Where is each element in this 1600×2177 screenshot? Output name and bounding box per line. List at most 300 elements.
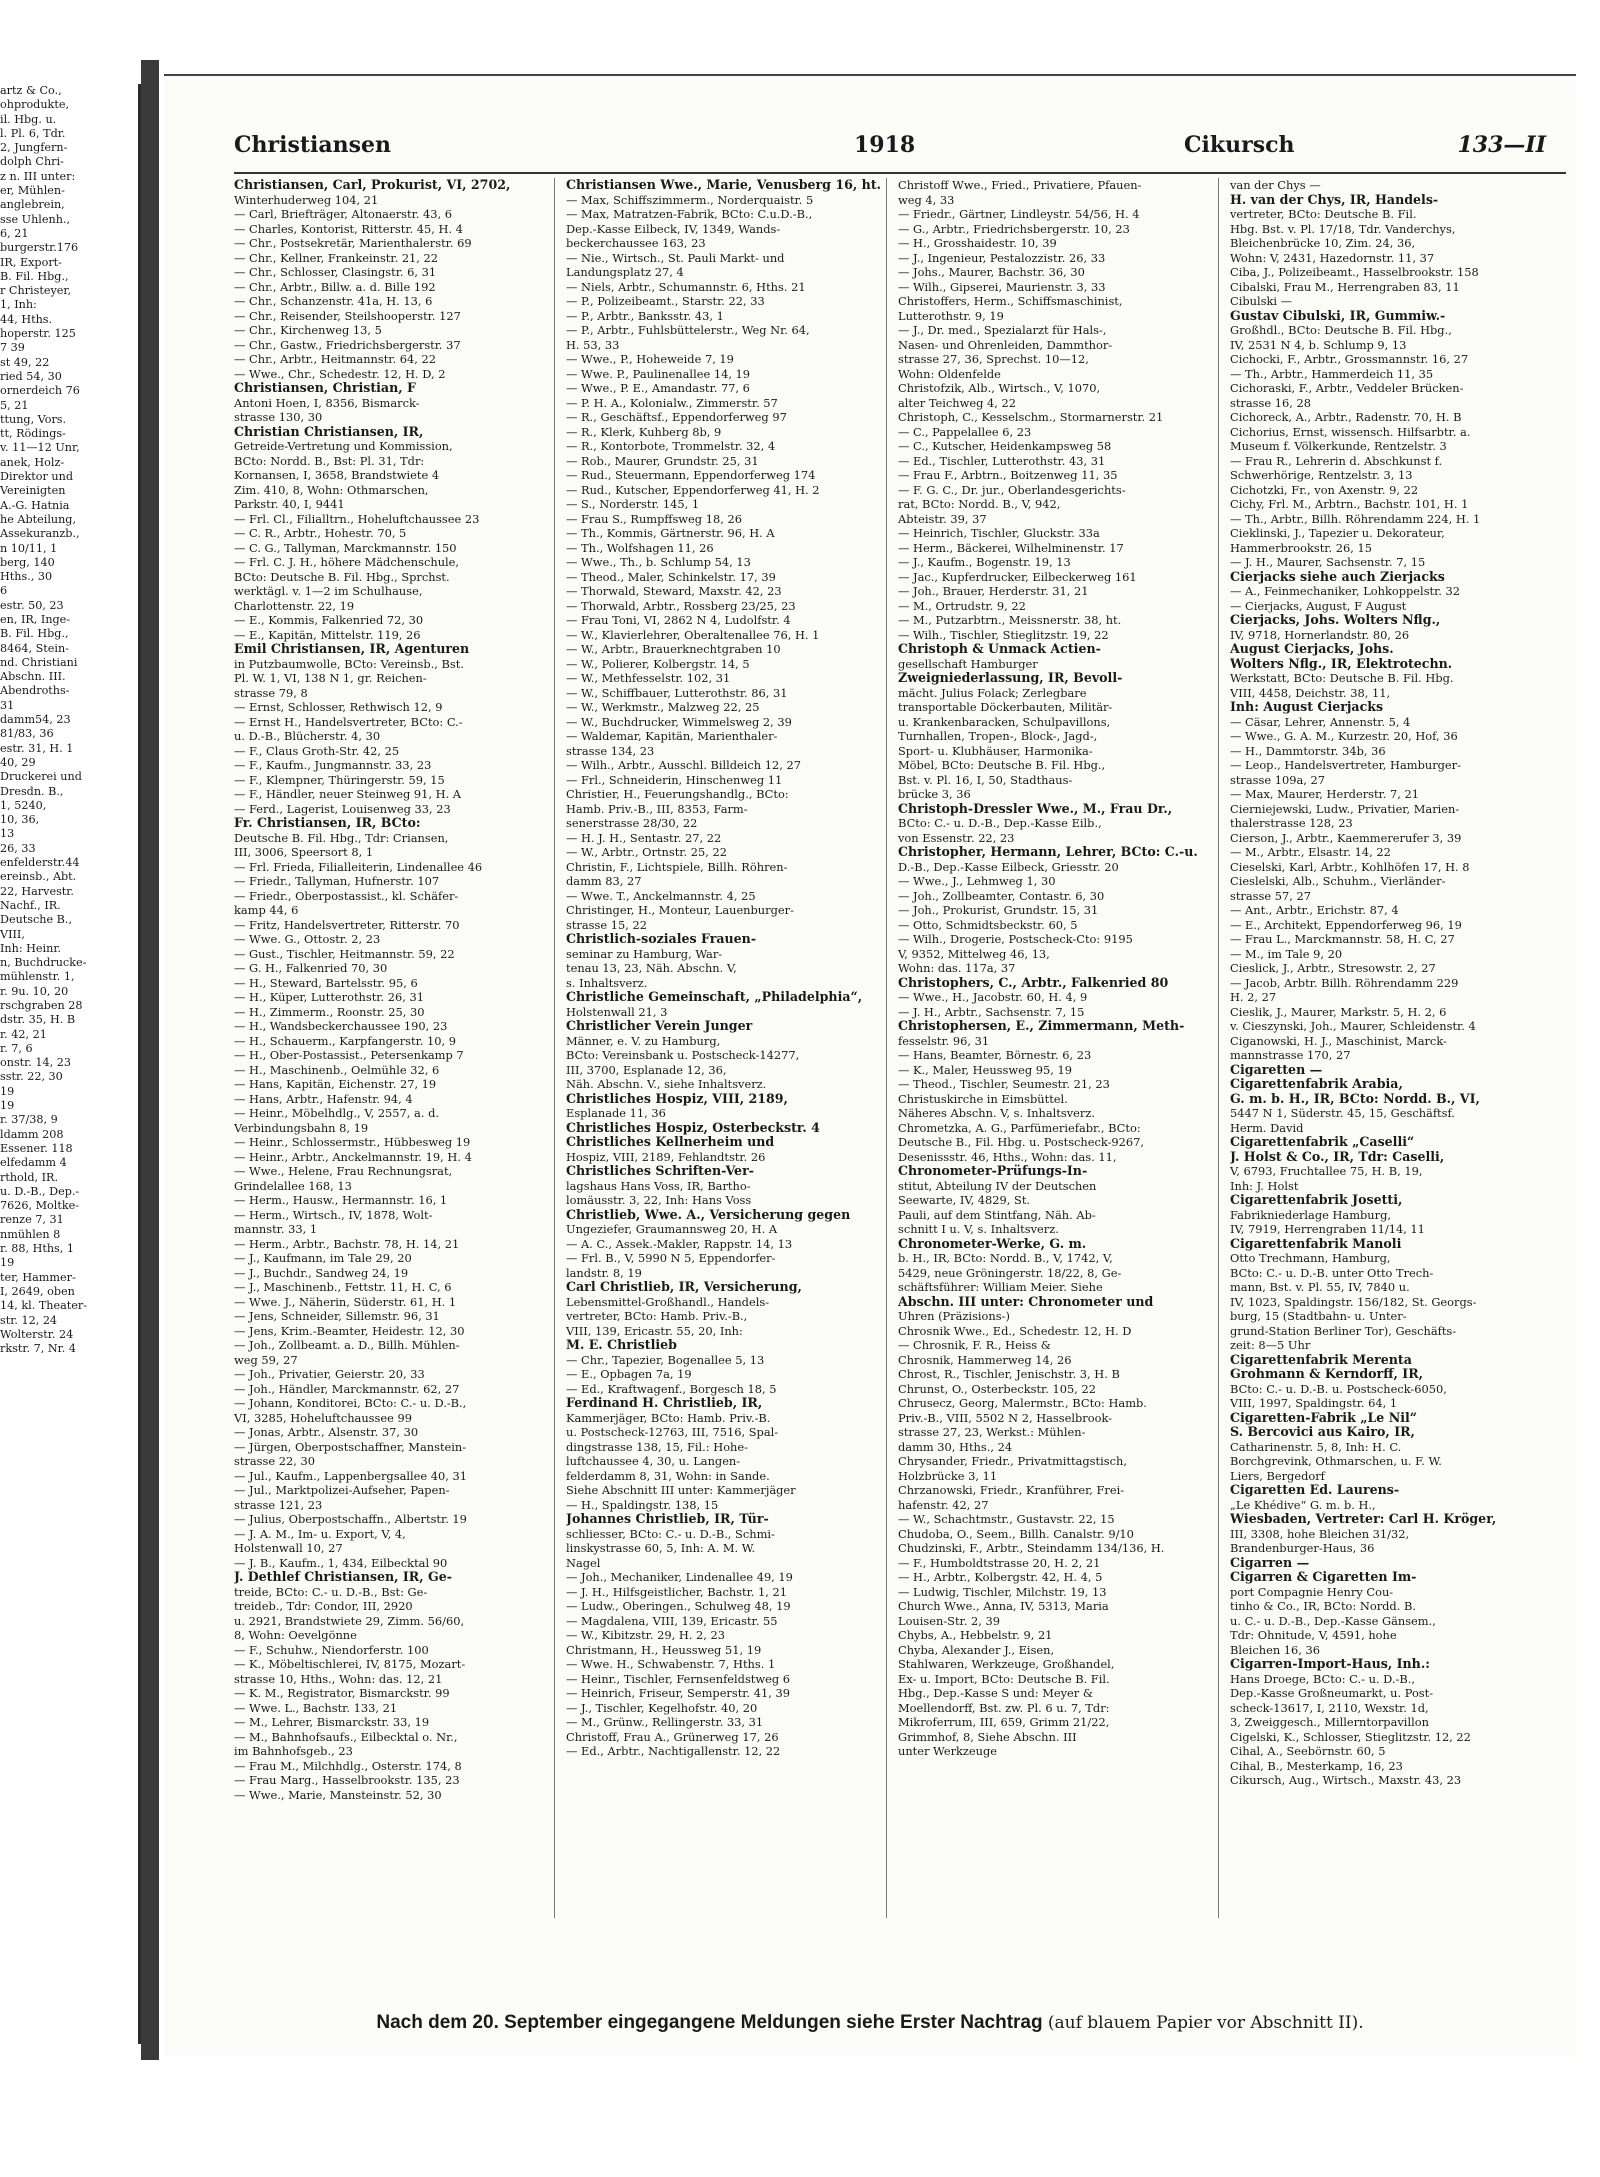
entry-line: strasse 57, 27 [1230, 888, 1311, 903]
entry-line: rschgraben 28 [0, 999, 83, 1012]
entry-line: enfelderstr.44 [0, 856, 80, 870]
header-right-catchword: Cikursch [1184, 132, 1295, 158]
entry-line: von Essenstr. 22, 23 [898, 830, 1015, 845]
entry-line: — Herm., Arbtr., Bachstr. 78, H. 14, 21 [234, 1236, 460, 1251]
entry-line: — Wwe., P., Hoheweide 7, 19 [566, 352, 734, 366]
entry-line: — Jul., Kaufm., Lappenbergsallee 40, 31 [234, 1468, 467, 1483]
entry-line: BCto: C.- u. D.-B. u. Postscheck-6050, [1230, 1381, 1447, 1396]
entry-line: Männer, e. V. zu Hamburg, [566, 1033, 721, 1048]
entry-line: — Jac., Kupferdrucker, Eilbeckerweg 161 [898, 569, 1137, 584]
column-1 [234, 178, 555, 1918]
entry-line: Christiansen, Christian, F [234, 381, 416, 395]
entry-line: — M., Grünw., Rellingerstr. 33, 31 [566, 1715, 764, 1729]
entry-line: Chrusecz, Georg, Malermstr., BCto: Hamb. [898, 1396, 1147, 1410]
entry-line: Cierson, J., Arbtr., Kaemmererufer 3, 39 [1230, 830, 1462, 845]
entry-line: — Theod., Tischler, Seumestr. 21, 23 [898, 1077, 1110, 1091]
entry-line: n, Buchdrucke- [0, 956, 87, 970]
entry-line: rkstr. 7, Nr. 4 [0, 1342, 76, 1356]
entry-line: Dep.-Kasse Großneumarkt, u. Post- [1230, 1686, 1434, 1700]
entry-line: — Theod., Maler, Schinkelstr. 17, 39 [566, 569, 776, 584]
entry-line: — Chr., Tapezier, Bogenallee 5, 13 [566, 1352, 765, 1367]
entry-line: Holstenwall 21, 3 [566, 1004, 668, 1019]
entry-line: — H., Wandsbeckerchaussee 190, 23 [234, 1019, 448, 1033]
entry-line: sstr. 22, 30 [0, 1070, 63, 1084]
entry-line: strasse 134, 23 [566, 743, 655, 758]
entry-line: — Friedr., Tallyman, Hufnerstr. 107 [234, 874, 440, 888]
entry-line: Wohn: das. 117a, 37 [898, 961, 1016, 975]
entry-line: Christofzik, Alb., Wirtsch., V, 1070, [898, 381, 1101, 395]
entry-line: — Ant., Arbtr., Erichstr. 87, 4 [1230, 903, 1399, 917]
entry-line: Christiansen Wwe., Marie, Venusberg 16, ht. [566, 178, 882, 192]
entry-line: onstr. 14, 23 [0, 1056, 71, 1070]
entry-line: Cierjacks, Johs. Wolters Nflg., [1230, 613, 1441, 627]
entry-line: artz & Co., [0, 84, 62, 97]
entry-line: Borchgrevink, Othmarschen, u. F. W. [1230, 1454, 1442, 1468]
entry-line: — Jens, Krim.-Beamter, Heidestr. 12, 30 [234, 1323, 465, 1338]
entry-line: Zim. 410, 8, Wohn: Othmarschen, [234, 482, 429, 497]
entry-line: hafenstr. 42, 27 [898, 1497, 989, 1512]
entry-line: — Nie., Wirtsch., St. Pauli Markt- und [566, 250, 785, 265]
entry-line: 2, Jungfern- [0, 141, 68, 155]
entry-line: — Chr., Arbtr., Billw. a. d. Bille 192 [234, 279, 436, 294]
entry-line: — Hans, Arbtr., Hafenstr. 94, 4 [234, 1091, 413, 1106]
entry-line: 13 [0, 827, 15, 841]
entry-line: Hammerbrookstr. 26, 15 [1230, 540, 1372, 555]
entry-line: — H., Grosshaidestr. 10, 39 [898, 236, 1057, 250]
entry-line: Cieslelski, Alb., Schuhm., Vierländer- [1230, 874, 1446, 888]
entry-line: — Chrosnik, F. R., Heiss & [898, 1338, 1051, 1352]
entry-line: Hths., 30 [0, 570, 53, 584]
entry-line: — Joh., Mechaniker, Lindenallee 49, 19 [566, 1570, 793, 1584]
entry-line: — E., Architekt, Eppendorferweg 96, 19 [1230, 917, 1462, 932]
entry-line: damm 30, Hths., 24 [898, 1439, 1013, 1454]
entry-line: — Johs., Maurer, Bachstr. 36, 30 [898, 265, 1085, 279]
entry-line: en, IR, Inge- [0, 612, 71, 626]
entry-line: Nagel [566, 1555, 601, 1570]
entry-line: Emil Christiansen, IR, Agenturen [234, 642, 470, 656]
entry-line: strasse 121, 23 [234, 1497, 323, 1512]
entry-line: — R., Geschäftsf., Eppendorferweg 97 [566, 410, 787, 424]
entry-line: Chudzinski, F., Arbtr., Steindamm 134/136, H. [898, 1541, 1165, 1555]
entry-line: tenau 13, 23, Näh. Abschn. V, [566, 961, 737, 975]
entry-line: b. H., IR, BCto: Nordd. B., V, 1742, V, [898, 1251, 1113, 1265]
entry-line: mächt. Julius Folack; Zerlegbare [898, 685, 1087, 700]
entry-line: lomäusstr. 3, 22, Inh: Hans Voss [566, 1193, 752, 1207]
entry-line: tinho & Co., IR, BCto: Nordd. B. [1230, 1599, 1416, 1613]
entry-line: 7 39 [0, 341, 25, 355]
entry-line: — M., Putzarbtrn., Meissnerstr. 38, ht. [898, 613, 1122, 627]
entry-line: — Jacob, Arbtr. Billh. Röhrendamm 229 [1230, 975, 1459, 990]
entry-line: Cikursch, Aug., Wirtsch., Maxstr. 43, 23 [1230, 1773, 1462, 1787]
entry-line: — M., Arbtr., Elsastr. 14, 22 [1230, 845, 1391, 859]
entry-line: V, 6793, Fruchtallee 75, H. B, 19, [1230, 1164, 1423, 1178]
entry-line: — P., Polizeibeamt., Starstr. 22, 33 [566, 294, 765, 308]
entry-line: — Wwe. P., Paulinenallee 14, 19 [566, 366, 751, 381]
entry-line: ereinsb., Abt. [0, 870, 77, 884]
entry-line: Christlich-soziales Frauen- [566, 932, 757, 946]
entry-line: — H., Ober-Postassist., Petersenkamp 7 [234, 1048, 464, 1062]
entry-line: vertreter, BCto: Hamb. Priv.-B., [566, 1309, 748, 1323]
entry-line: — J., Maschinenb., Fettstr. 11, H. C, 6 [234, 1280, 452, 1294]
entry-line: Antoni Hoen, I, 8356, Bismarck- [234, 395, 420, 410]
entry-line: il. Hbg. u. [0, 112, 57, 126]
entry-line: Johannes Christlieb, IR, Tür- [566, 1512, 769, 1526]
entry-line: anglebrein, [0, 198, 65, 212]
entry-line: H. 2, 27 [1230, 990, 1277, 1004]
entry-line: — Friedr., Oberpostassist., kl. Schäfer- [234, 888, 459, 903]
entry-line: grund-Station Berliner Tor), Geschäfts- [1230, 1323, 1457, 1338]
entry-line: — J., Kaufmann, im Tale 29, 20 [234, 1251, 412, 1265]
entry-line: r. 7, 6 [0, 1041, 33, 1055]
entry-line: r. 42, 21 [0, 1027, 47, 1041]
entry-line: — Chr., Gastw., Friedrichsbergerstr. 37 [234, 337, 461, 352]
entry-line: thalerstrasse 128, 23 [1230, 816, 1353, 830]
entry-line: — Herm., Bäckerei, Wilhelminenstr. 17 [898, 540, 1124, 555]
entry-line: BCto: Nordd. B., Bst: Pl. 31, Tdr: [234, 453, 425, 468]
entry-line: — Joh., Prokurist, Grundstr. 15, 31 [898, 903, 1099, 917]
entry-line: — E., Kommis, Falkenried 72, 30 [234, 613, 424, 627]
entry-line: — J. H., Maurer, Sachsenstr. 7, 15 [1230, 555, 1426, 569]
entry-line: Näh. Abschn. V., siehe Inhaltsverz. [566, 1077, 767, 1091]
entry-line: — Thorwald, Steward, Maxstr. 42, 23 [566, 584, 782, 598]
entry-line: Dep.-Kasse Eilbeck, IV, 1349, Wands- [566, 221, 781, 236]
entry-line: Deutsche B., Fil. Hbg. u. Postscheck-9267, [898, 1135, 1145, 1149]
entry-line: S. Bercovici aus Kairo, IR, [1230, 1425, 1415, 1439]
entry-line: — H., Zimmerm., Roonstr. 25, 30 [234, 1004, 425, 1019]
entry-line: r. 9u. 10, 20 [0, 984, 69, 998]
entry-line: — F., Kaufm., Jungmannstr. 33, 23 [234, 758, 432, 772]
entry-line: — Fritz, Handelsvertreter, Ritterstr. 70 [234, 917, 460, 932]
entry-line: tt, Rödings- [0, 427, 66, 441]
entry-line: — Frl. Frieda, Filialleiterin, Lindenallee 46 [234, 859, 483, 874]
entry-line: Moellendorff, Bst. zw. Pl. 6 u. 7, Tdr: [898, 1700, 1110, 1715]
entry-line: Christoffers, Herm., Schiffsmaschinist, [898, 294, 1123, 308]
entry-line: strasse 27, 36, Sprechst. 10—12, [898, 352, 1089, 366]
entry-line: linskystrasse 60, 5, Inh: A. M. W. [566, 1541, 756, 1555]
entry-line: — Frl., Schneiderin, Hinschenweg 11 [566, 772, 783, 787]
entry-line: Brandenburger-Haus, 36 [1230, 1541, 1375, 1555]
entry-line: r. 88, Hths, 1 [0, 1242, 75, 1256]
entry-line: u. Postscheck-12763, III, 7516, Spal- [566, 1425, 779, 1439]
entry-line: — K., Maler, Heussweg 95, 19 [898, 1062, 1072, 1077]
entry-line: Cibalski, Frau M., Herrengraben 83, 11 [1230, 279, 1460, 294]
entry-line: Hospiz, VIII, 2189, Fehlandtstr. 26 [566, 1149, 766, 1164]
entry-line: — Cäsar, Lehrer, Annenstr. 5, 4 [1230, 714, 1411, 729]
entry-line: Direktor und [0, 470, 74, 484]
entry-line: Christoph & Unmack Actien- [898, 642, 1101, 656]
entry-line: IV, 2531 N 4, b. Schlump 9, 13 [1230, 337, 1407, 352]
entry-line: Cigaretten-Fabrik „Le Nil“ [1230, 1410, 1418, 1425]
entry-line: 19 [0, 1084, 15, 1098]
entry-line: — R., Kontorbote, Trommelstr. 32, 4 [566, 439, 776, 453]
entry-line: Cigelski, K., Schlosser, Stieglitzstr. 12, 22 [1230, 1729, 1471, 1744]
entry-line: beckerchaussee 163, 23 [566, 236, 706, 250]
entry-line: Christuskirche in Eimsbüttel. [898, 1091, 1068, 1106]
entry-line: — W., Polierer, Kolbergstr. 14, 5 [566, 656, 750, 671]
entry-line: Nachf., IR. [0, 898, 61, 912]
entry-line: Louisen-Str. 2, 39 [898, 1613, 1000, 1628]
entry-line: — Heinr., Tischler, Fernsenfeldstweg 6 [566, 1671, 791, 1686]
entry-line: in Putzbaumwolle, BCto: Vereinsb., Bst. [234, 656, 464, 671]
entry-line: scheck-13617, I, 2110, Wexstr. 1d, [1230, 1700, 1429, 1715]
entry-line: Hbg., Dep.-Kasse S und: Meyer & [898, 1686, 1093, 1700]
entry-line: — Frau M., Milchhdlg., Osterstr. 174, 8 [234, 1758, 462, 1773]
entry-line: — S., Norderstr. 145, 1 [566, 497, 700, 511]
entry-line: — Rud., Kutscher, Eppendorferweg 41, H. 2 [566, 482, 820, 497]
entry-line: Cieselski, Karl, Arbtr., Kohlhöfen 17, H. 8 [1230, 859, 1470, 874]
entry-line: berg, 140 [0, 555, 55, 569]
entry-line: — M., im Tale 9, 20 [1230, 946, 1343, 961]
entry-line: Bst. v. Pl. 16, I, 50, Stadthaus- [898, 772, 1073, 787]
entry-line: — J., Dr. med., Spezialarzt für Hals-, [898, 323, 1107, 337]
entry-line: Herm. David [1230, 1120, 1304, 1135]
entry-line: Wolters Nflg., IR, Elektrotechn. [1230, 656, 1453, 671]
entry-line: strasse 130, 30 [234, 410, 323, 424]
entry-line: — Chr., Schanzenstr. 41a, H. 13, 6 [234, 294, 433, 308]
entry-line: — Rud., Steuermann, Eppendorferweg 174 [566, 468, 816, 482]
entry-line: Grindelallee 168, 13 [234, 1178, 352, 1193]
entry-line: Inh: August Cierjacks [1230, 700, 1384, 714]
entry-line: Liers, Bergedorf [1230, 1468, 1325, 1483]
entry-line: — Joh., Privatier, Geierstr. 20, 33 [234, 1367, 425, 1381]
entry-line: — K., Möbeltischlerei, IV, 8175, Mozart- [234, 1657, 466, 1671]
entry-line: mannstrasse 170, 27 [1230, 1048, 1351, 1062]
entry-line: 1, Inh: [0, 298, 37, 312]
entry-line: r. 37/38, 9 [0, 1113, 58, 1127]
entry-line: — Max, Maurer, Herderstr. 7, 21 [1230, 787, 1419, 801]
entry-line: Uhren (Präzisions-) [898, 1309, 1010, 1323]
entry-line: Wohn: Oldenfelde [898, 366, 1001, 381]
entry-line: — Wwe., J., Lehmweg 1, 30 [898, 874, 1056, 888]
entry-line: Wohn: V, 2431, Hazedornstr. 11, 37 [1230, 250, 1435, 265]
entry-line: 8, Wohn: Oevelgönne [234, 1628, 357, 1642]
entry-line: — Carl, Briefträger, Altonaerstr. 43, 6 [234, 207, 452, 221]
entry-line: — F., Claus Groth-Str. 42, 25 [234, 743, 400, 758]
entry-line: Nasen- und Ohrenleiden, Dammthor- [898, 337, 1113, 352]
entry-line: — H. J. H., Sentastr. 27, 22 [566, 830, 722, 845]
footer-main-text: Nach dem 20. September eingegangene Meldungen siehe Erster Nachtrag [376, 2012, 1043, 2033]
entry-line: 5429, neue Gröningerstr. 18/22, 8, Ge- [898, 1265, 1122, 1280]
entry-line: — Frl. B., V, 5990 N 5, Eppendorfer- [566, 1251, 776, 1265]
entry-line: — Ernst H., Handelsvertreter, BCto: C.- [234, 714, 463, 729]
entry-line: — J. H., Hilfsgeistlicher, Bachstr. 1, 21 [566, 1584, 788, 1599]
entry-line: — Niels, Arbtr., Schumannstr. 6, Hths. 21 [566, 279, 806, 294]
entry-line: — Wilh., Tischler, Stieglitzstr. 19, 22 [898, 627, 1109, 642]
entry-line: — Jul., Marktpolizei-Aufseher, Papen- [234, 1483, 450, 1497]
entry-line: lagshaus Hans Voss, IR, Bartho- [566, 1178, 751, 1193]
entry-line: transportable Döckerbauten, Militär- [898, 700, 1113, 714]
entry-line: Wiesbaden, Vertreter: Carl H. Kröger, [1230, 1512, 1497, 1526]
entry-line: schliesser, BCto: C.- u. D.-B., Schmi- [566, 1526, 775, 1541]
entry-line: Schwerhörige, Rentzelstr. 3, 13 [1230, 468, 1413, 482]
entry-line: Christian Christiansen, IR, [234, 424, 424, 439]
entry-line: M. E. Christlieb [566, 1338, 677, 1352]
entry-line: — H., Steward, Bartelsstr. 95, 6 [234, 975, 418, 990]
entry-line: z n. III unter: [0, 169, 76, 183]
entry-line: v. Cieszynski, Joh., Maurer, Schleidenstr. 4 [1230, 1019, 1476, 1033]
entry-line: u. C.- u. D.-B., Dep.-Kasse Gänsem., [1230, 1613, 1436, 1628]
entry-line: elfedamm 4 [0, 1156, 67, 1170]
entry-line: VIII, 4458, Deichstr. 38, 11, [1230, 685, 1391, 700]
entry-line: — H., Arbtr., Kolbergstr. 42, H. 4, 5 [898, 1570, 1103, 1584]
column-2 [566, 178, 887, 1918]
entry-line: — Frau L., Marckmannstr. 58, H. C, 27 [1230, 932, 1455, 946]
entry-line: — Joh., Brauer, Herderstr. 31, 21 [898, 584, 1089, 598]
entry-line: Landungsplatz 27, 4 [566, 265, 684, 279]
page-number: 133—II [1457, 132, 1546, 158]
entry-line: — F., Händler, neuer Steinweg 91, H. A [234, 787, 462, 801]
entry-line: — Jonas, Arbtr., Alsenstr. 37, 30 [234, 1425, 419, 1439]
entry-line: Otto Trechmann, Hamburg, [1230, 1251, 1391, 1265]
entry-line: — Wwe., G. A. M., Kurzestr. 20, Hof, 36 [1230, 729, 1458, 743]
entry-line: Cigarettenfabrik Manoli [1230, 1236, 1402, 1251]
entry-line: — Wwe. H., Schwabenstr. 7, Hths. 1 [566, 1657, 776, 1671]
entry-line: 8464, Stein- [0, 641, 69, 655]
entry-line: — J. B., Kaufm., 1, 434, Eilbecktal 90 [234, 1555, 448, 1570]
entry-line: — H., Küper, Lutterothstr. 26, 31 [234, 990, 424, 1004]
entry-line: — Ed., Kraftwagenf., Borgesch 18, 5 [566, 1381, 777, 1396]
entry-line: — Gust., Tischler, Heitmannstr. 59, 22 [234, 946, 455, 961]
entry-line: — Joh., Händler, Marckmannstr. 62, 27 [234, 1381, 460, 1396]
entry-line: stitut, Abteilung IV der Deutschen [898, 1178, 1097, 1193]
entry-line: Mikroferrum, III, 659, Grimm 21/22, [898, 1715, 1110, 1729]
entry-line: Seewarte, IV, 4829, St. [898, 1193, 1031, 1207]
entry-line: — Rob., Maurer, Grundstr. 25, 31 [566, 453, 759, 468]
entry-line: — J., Kaufm., Bogenstr. 19, 13 [898, 555, 1071, 569]
entry-line: fesselstr. 96, 31 [898, 1033, 990, 1048]
entry-line: Chybs, A., Hebbelstr. 9, 21 [898, 1628, 1053, 1642]
entry-line: — C., Pappelallee 6, 23 [898, 424, 1032, 439]
entry-line: — W., Methfesselstr. 102, 31 [566, 671, 731, 685]
entry-line: — Ludwig, Tischler, Milchstr. 19, 13 [898, 1584, 1107, 1599]
entry-line: Christin, F., Lichtspiele, Billh. Röhren- [566, 859, 788, 874]
entry-line: — Wwe., P. E., Amandastr. 77, 6 [566, 381, 750, 395]
column-4 [1230, 178, 1550, 1918]
entry-line: Cichorius, Ernst, wissensch. Hilfsarbtr. a. [1230, 424, 1471, 439]
entry-line: Christier, H., Feuerungshandlg., BCto: [566, 787, 789, 801]
entry-line: — Heinrich, Friseur, Semperstr. 41, 39 [566, 1686, 790, 1700]
entry-line: — Waldemar, Kapitän, Marienthaler- [566, 729, 778, 743]
entry-line: ornerdeich 76 [0, 384, 80, 398]
entry-line: — P. H. A., Kolonialw., Zimmerstr. 57 [566, 395, 778, 410]
entry-line: 10, 36, [0, 813, 40, 827]
entry-line: — Chr., Kirchenweg 13, 5 [234, 323, 382, 337]
entry-line: Lebensmittel-Großhandl., Handels- [566, 1294, 770, 1309]
entry-line: strasse 15, 22 [566, 917, 647, 932]
entry-line: Christliches Hospiz, VIII, 2189, [566, 1091, 788, 1106]
entry-line: hoperstr. 125 [0, 327, 76, 341]
entry-line: van der Chys — [1230, 178, 1321, 192]
entry-line: felderdamm 8, 31, Wohn: in Sande. [566, 1468, 770, 1483]
entry-line: port Compagnie Henry Cou- [1230, 1584, 1394, 1599]
entry-line: — W., Klavierlehrer, Oberaltenallee 76, H. 1 [566, 627, 820, 642]
entry-line: — Th., Arbtr., Billh. Röhrendamm 224, H. 1 [1230, 511, 1481, 526]
entry-line: u. Krankenbaracken, Schulpavillons, [898, 714, 1111, 729]
entry-line: — Chr., Schlosser, Clasingstr. 6, 31 [234, 265, 437, 279]
entry-line: Cigarettenfabrik Josetti, [1230, 1193, 1403, 1207]
entry-line: Abendroths- [0, 684, 70, 698]
entry-line: — Wwe., Th., b. Schlump 54, 13 [566, 555, 751, 569]
entry-line: sse Uhlenh., [0, 212, 71, 226]
entry-line: Cigarren-Import-Haus, Inh.: [1230, 1657, 1430, 1671]
entry-line: — F., Klempner, Thüringerstr. 59, 15 [234, 772, 445, 787]
entry-line: strasse 10, Hths., Wohn: das. 12, 21 [234, 1671, 443, 1686]
entry-line: — Herm., Hausw., Hermannstr. 16, 1 [234, 1193, 448, 1207]
entry-line: — J., Buchdr., Sandweg 24, 19 [234, 1265, 409, 1280]
entry-line: Großhdl., BCto: Deutsche B. Fil. Hbg., [1230, 323, 1452, 337]
book-gutter [141, 60, 159, 2060]
entry-line: — H., Maschinenb., Oelmühle 32, 6 [234, 1062, 440, 1077]
entry-line: VIII, 139, Ericastr. 55, 20, Inh: [566, 1323, 743, 1338]
entry-line: IV, 9718, Hornerlandstr. 80, 26 [1230, 627, 1410, 642]
entry-line: Möbel, BCto: Deutsche B. Fil. Hbg., [898, 758, 1106, 772]
entry-line: — Jürgen, Oberpostschaffner, Manstein- [234, 1439, 467, 1454]
entry-line: — P., Arbtr., Banksstr. 43, 1 [566, 308, 724, 323]
entry-line: — Frau R., Lehrerin d. Abschkunst f. [1230, 453, 1443, 468]
entry-line: D.-B., Dep.-Kasse Eilbeck, Griesstr. 20 [898, 859, 1119, 874]
entry-line: u. D.-B., Dep.- [0, 1184, 80, 1198]
entry-line: — W., Schiffbauer, Lutterothstr. 86, 31 [566, 685, 788, 700]
entry-line: — Joh., Zollbeamt. a. D., Billh. Mühlen- [234, 1338, 460, 1352]
entry-line: Christinger, H., Monteur, Lauenburger- [566, 903, 794, 917]
entry-line: Hbg. Bst. v. Pl. 17/18, Tdr. Vanderchys, [1230, 221, 1456, 236]
entry-line: Cichoreck, A., Arbtr., Radenstr. 70, H. B [1230, 410, 1462, 424]
entry-line: BCto: C.- u. D.-B. unter Otto Trech- [1230, 1265, 1434, 1280]
entry-line: — C. R., Arbtr., Hohestr. 70, 5 [234, 526, 407, 540]
entry-line: V, 9352, Mittelweg 46, 13, [898, 946, 1050, 961]
entry-line: Zweigniederlassung, IR, Bevoll- [898, 671, 1123, 685]
entry-line: — Wwe., Helene, Frau Rechnungsrat, [234, 1164, 453, 1178]
entry-line: — W., Kibitzstr. 29, H. 2, 23 [566, 1628, 726, 1642]
entry-line: Chronometer-Werke, G. m. [898, 1236, 1087, 1251]
entry-line: senerstrasse 28/30, 22 [566, 816, 698, 830]
entry-line: Kammerjäger, BCto: Hamb. Priv.-B. [566, 1410, 771, 1425]
entry-line: — Wwe. G., Ottostr. 2, 23 [234, 932, 381, 946]
entry-line: — Hans, Beamter, Börnestr. 6, 23 [898, 1048, 1092, 1062]
entry-line: nd. Christiani [0, 655, 78, 669]
entry-line: — E., Kapitän, Mittelstr. 119, 26 [234, 627, 421, 642]
entry-line: Cieslick, J., Arbtr., Stresowstr. 2, 27 [1230, 961, 1436, 975]
entry-line: — G. H., Falkenried 70, 30 [234, 961, 388, 975]
header-year: 1918 [854, 132, 916, 158]
entry-line: — Wwe. L., Bachstr. 133, 21 [234, 1700, 398, 1715]
entry-line: alter Teichweg 4, 22 [898, 395, 1017, 410]
entry-line: v. 11—12 Unr, [0, 441, 80, 455]
entry-line: — R., Klerk, Kuhberg 8b, 9 [566, 424, 722, 439]
entry-line: er, Mühlen- [0, 184, 65, 198]
entry-line: — W., Schachtmstr., Gustavstr. 22, 15 [898, 1512, 1115, 1526]
entry-line: — Frau S., Rumpffsweg 18, 26 [566, 511, 742, 526]
entry-line: Werkstatt, BCto: Deutsche B. Fil. Hbg. [1230, 671, 1454, 685]
entry-line: — Cierjacks, August, F August [1230, 598, 1407, 613]
entry-line: Cigarettenfabrik Arabia, [1230, 1077, 1403, 1091]
entry-line: — Heinrich, Tischler, Gluckstr. 33a [898, 526, 1100, 540]
entry-line: — Wwe. T., Anckelmannstr. 4, 25 [566, 888, 756, 903]
entry-line: — Chr., Kellner, Frankeinstr. 21, 22 [234, 250, 439, 265]
entry-line: — H., Schauerm., Karpfangerstr. 10, 9 [234, 1033, 456, 1048]
entry-line: — Joh., Zollbeamter, Contastr. 6, 30 [898, 888, 1105, 903]
entry-line: VIII, [0, 927, 25, 941]
entry-line: Christoph-Dressler Wwe., M., Frau Dr., [898, 801, 1173, 816]
entry-line: strasse 16, 28 [1230, 395, 1311, 410]
entry-line: — J. A. M., Im- u. Export, V, 4, [234, 1526, 406, 1541]
entry-line: — J., Tischler, Kegelhofstr. 40, 20 [566, 1700, 758, 1715]
entry-line: Ciganowski, H. J., Maschinist, Marck- [1230, 1033, 1447, 1048]
entry-line: 1, 5240, [0, 798, 47, 812]
entry-line: — Friedr., Gärtner, Lindleystr. 54/56, H. 4 [898, 207, 1140, 221]
entry-line: — H., Spaldingstr. 138, 15 [566, 1497, 719, 1512]
entry-line: strasse 27, 23, Werkst.: Mühlen- [898, 1425, 1086, 1439]
